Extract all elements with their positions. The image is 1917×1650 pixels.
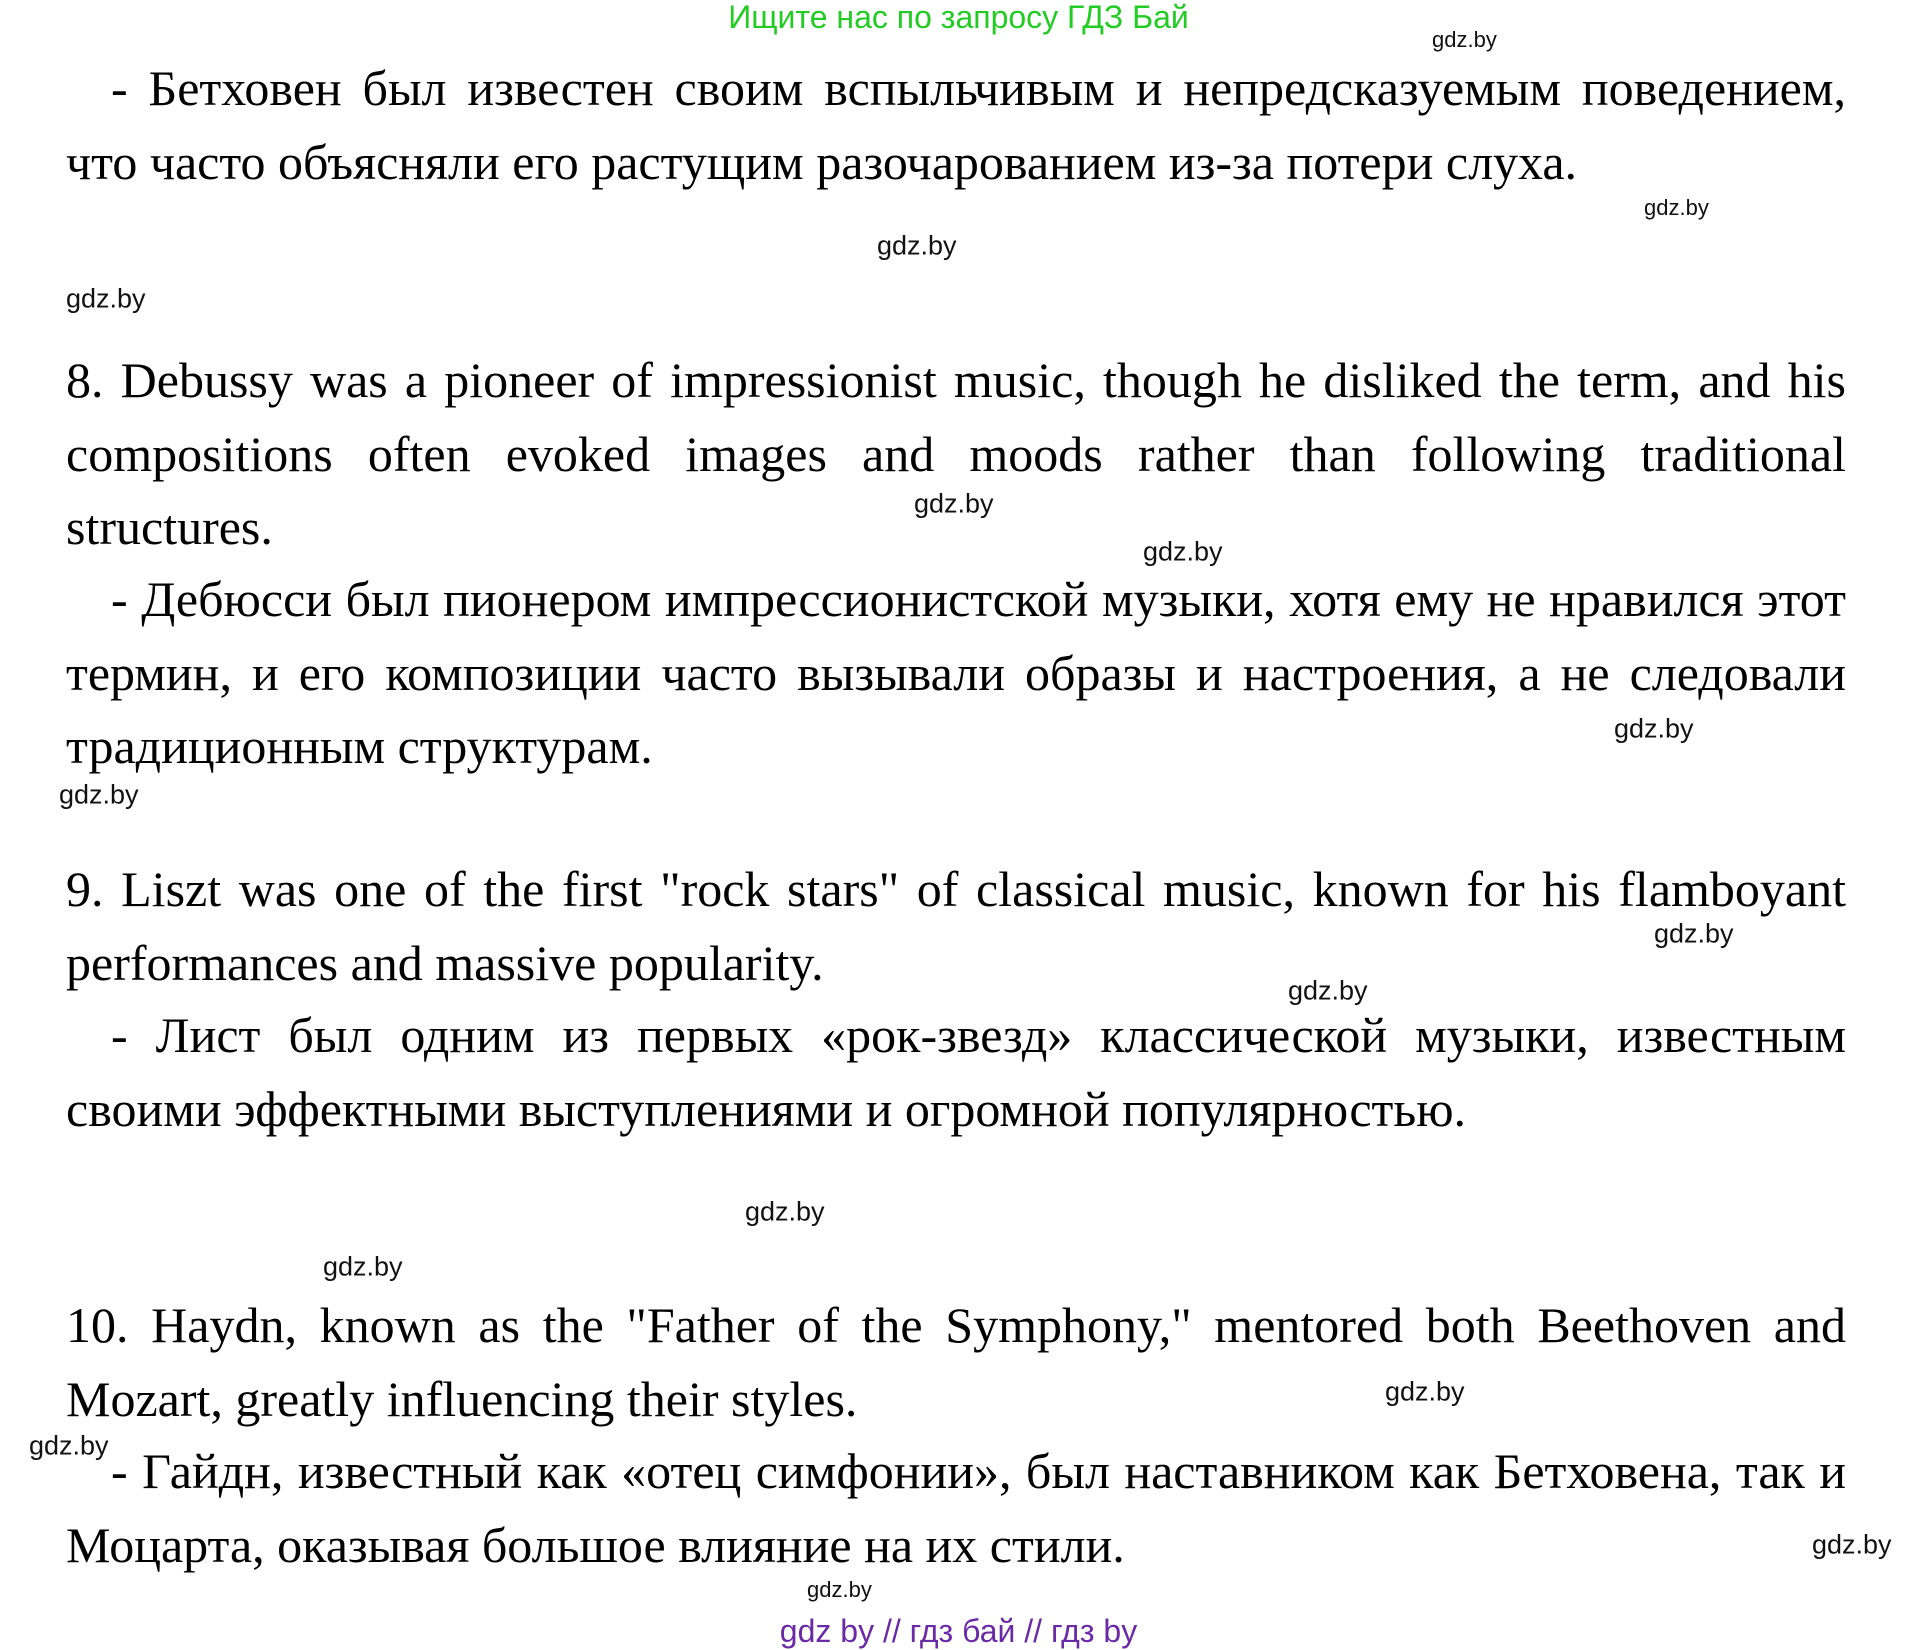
watermark: gdz.by bbox=[1812, 1529, 1892, 1560]
watermark: gdz.by bbox=[66, 283, 146, 314]
watermark: gdz.by bbox=[1644, 195, 1709, 220]
footer-links: gdz by // гдз бай // гдз by bbox=[779, 1613, 1138, 1649]
watermark: gdz.by bbox=[914, 488, 994, 519]
paragraph-debussy-en: 8. Debussy was a pioneer of impressionist music, though he disliked the term, and his compositions often evoked images and moods rather than following traditional structures. bbox=[66, 352, 1846, 556]
watermark: gdz.by bbox=[29, 1430, 109, 1461]
watermark: gdz.by bbox=[1614, 713, 1694, 744]
watermark: gdz.by bbox=[1143, 536, 1223, 567]
paragraph-haydn-ru: - Гайдн, известный как «отец симфонии», был наставником как Бетховена, так и Моцарта, оказывая большое влияние на их стили. bbox=[66, 1443, 1846, 1573]
watermark: gdz.by bbox=[807, 1577, 872, 1602]
search-hint-banner: Ищите нас по запросу ГДЗ Бай bbox=[728, 0, 1189, 35]
paragraph-beethoven-ru: - Бетховен был известен своим вспыльчивым и непредсказуемым поведением, что часто объясняли его растущим разочарованием из-за потери слуха. bbox=[66, 60, 1846, 190]
paragraph-haydn-en: 10. Haydn, known as the "Father of the Symphony," mentored both Beethoven and Mozart, greatly influencing their styles. bbox=[66, 1297, 1846, 1427]
paragraph-liszt-en: 9. Liszt was one of the first "rock stars" of classical music, known for his flamboyant performances and massive popularity. bbox=[66, 861, 1846, 991]
watermark: gdz.by bbox=[1432, 27, 1497, 52]
watermark: gdz.by bbox=[59, 779, 139, 810]
paragraph-liszt-ru: - Лист был одним из первых «рок-звезд» классической музыки, известным своими эффектными выступлениями и огромной популярностью. bbox=[66, 1007, 1846, 1137]
watermark: gdz.by bbox=[1654, 918, 1734, 949]
watermark: gdz.by bbox=[745, 1196, 825, 1227]
watermark: gdz.by bbox=[877, 230, 957, 261]
watermark: gdz.by bbox=[1385, 1376, 1465, 1407]
paragraph-debussy-ru: - Дебюсси был пионером импрессионистской музыки, хотя ему не нравился этот термин, и его композиции часто вызывали образы и настроения, а не следовали традиционным структурам. bbox=[66, 571, 1846, 775]
watermark: gdz.by bbox=[323, 1251, 403, 1282]
watermark: gdz.by bbox=[1288, 975, 1368, 1006]
